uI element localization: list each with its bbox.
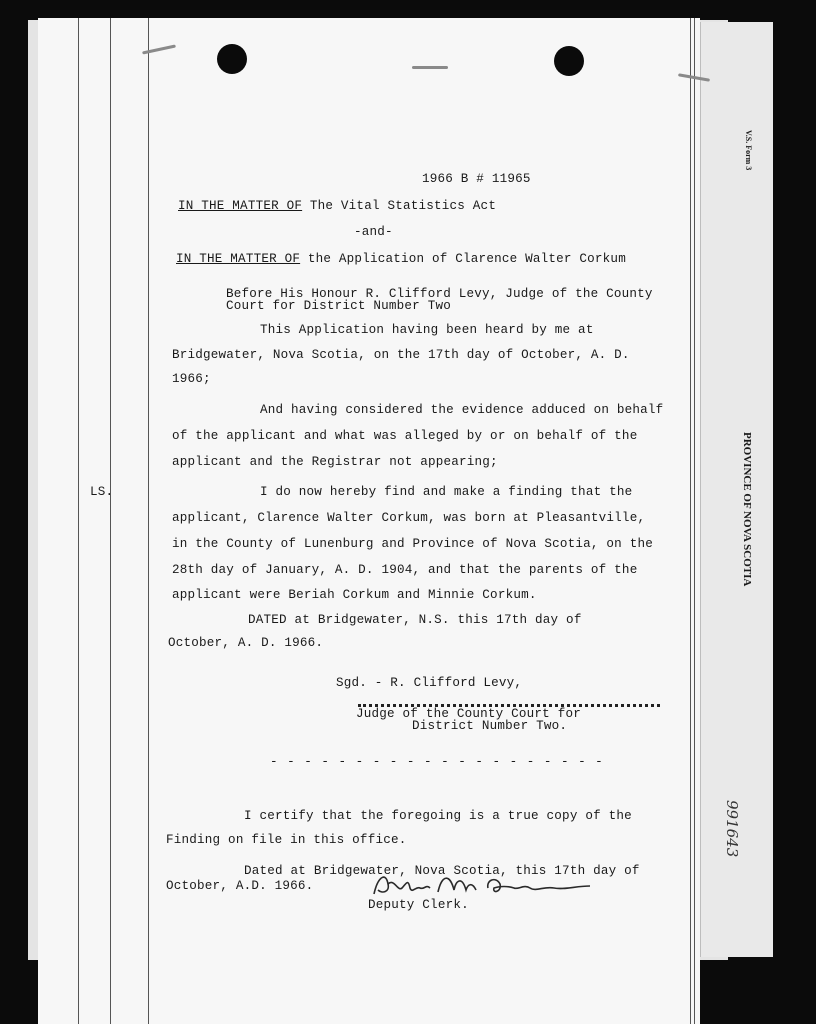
judge-title-2: District Number Two. (412, 719, 568, 733)
certify-line: I certify that the foregoing is a true copy of the (244, 809, 632, 823)
para3-line: applicant were Beriah Corkum and Minnie Corkum. (172, 588, 537, 602)
margin-line (694, 18, 695, 1024)
margin-line (148, 18, 149, 1024)
handwritten-signature (368, 866, 598, 902)
margin-line (690, 18, 691, 1024)
judge-title-1: Judge of the County Court for (356, 707, 581, 721)
dated2-line: October, A.D. 1966. (166, 879, 314, 893)
para1-line: This Application having been heard by me at (260, 323, 594, 337)
dated2-line: Dated at Bridgewater, Nova Scotia, this 17th day of (244, 864, 640, 878)
punch-hole (217, 44, 247, 74)
matter-line-2 (176, 252, 626, 266)
para3-line: applicant, Clarence Walter Corkum, was born at Pleasantville, (172, 511, 646, 525)
matter-prefix: IN THE MATTER OF (178, 199, 303, 213)
document-page (38, 18, 700, 1024)
separator-line: - - - - - - - - - - - - - - - - - - - - (270, 755, 604, 769)
deputy-clerk: Deputy Clerk. (368, 898, 469, 912)
punch-hole (554, 46, 584, 76)
matter-line-1 (178, 199, 496, 213)
matter-text: The Vital Statistics Act (309, 199, 497, 213)
dated-line: DATED at Bridgewater, N.S. this 17th day of (248, 613, 582, 627)
and-line: -and- (354, 225, 393, 239)
para2-line: And having considered the evidence adduced on behalf (260, 403, 664, 417)
dated-line: October, A. D. 1966. (168, 636, 324, 650)
para1-line: Bridgewater, Nova Scotia, on the 17th day of October, A. D. (172, 348, 630, 362)
form-label: V.S. Form 3 (744, 130, 753, 171)
para1-line: 1966; (172, 372, 211, 386)
file-number: 1966 B # 11965 (422, 172, 531, 186)
before-line-1: Before His Honour R. Clifford Levy, Judge of the County (226, 287, 653, 301)
handwritten-number: 991643 (723, 800, 741, 858)
para2-line: applicant and the Registrar not appearing; (172, 455, 498, 469)
margin-line (110, 18, 111, 1024)
province-label: PROVINCE OF NOVA SCOTIA (741, 432, 753, 587)
matter-prefix: IN THE MATTER OF (176, 252, 301, 266)
para3-line: I do now hereby find and make a finding that the (260, 485, 633, 499)
certify-line: Finding on file in this office. (166, 833, 407, 847)
para3-line: 28th day of January, A. D. 1904, and that the parents of the (172, 563, 638, 577)
margin-line (78, 18, 79, 1024)
staple (412, 66, 448, 69)
para3-line: in the County of Lunenburg and Province of Nova Scotia, on the (172, 537, 653, 551)
back-form-strip (700, 22, 773, 957)
para2-line: of the applicant and what was alleged by or on behalf of the (172, 429, 638, 443)
signed-by: Sgd. - R. Clifford Levy, (336, 676, 523, 690)
ls-mark: LS. (90, 485, 114, 499)
before-line-2: Court for District Number Two (226, 299, 451, 313)
matter-text: the Application of Clarence Walter Corkum (307, 252, 626, 266)
